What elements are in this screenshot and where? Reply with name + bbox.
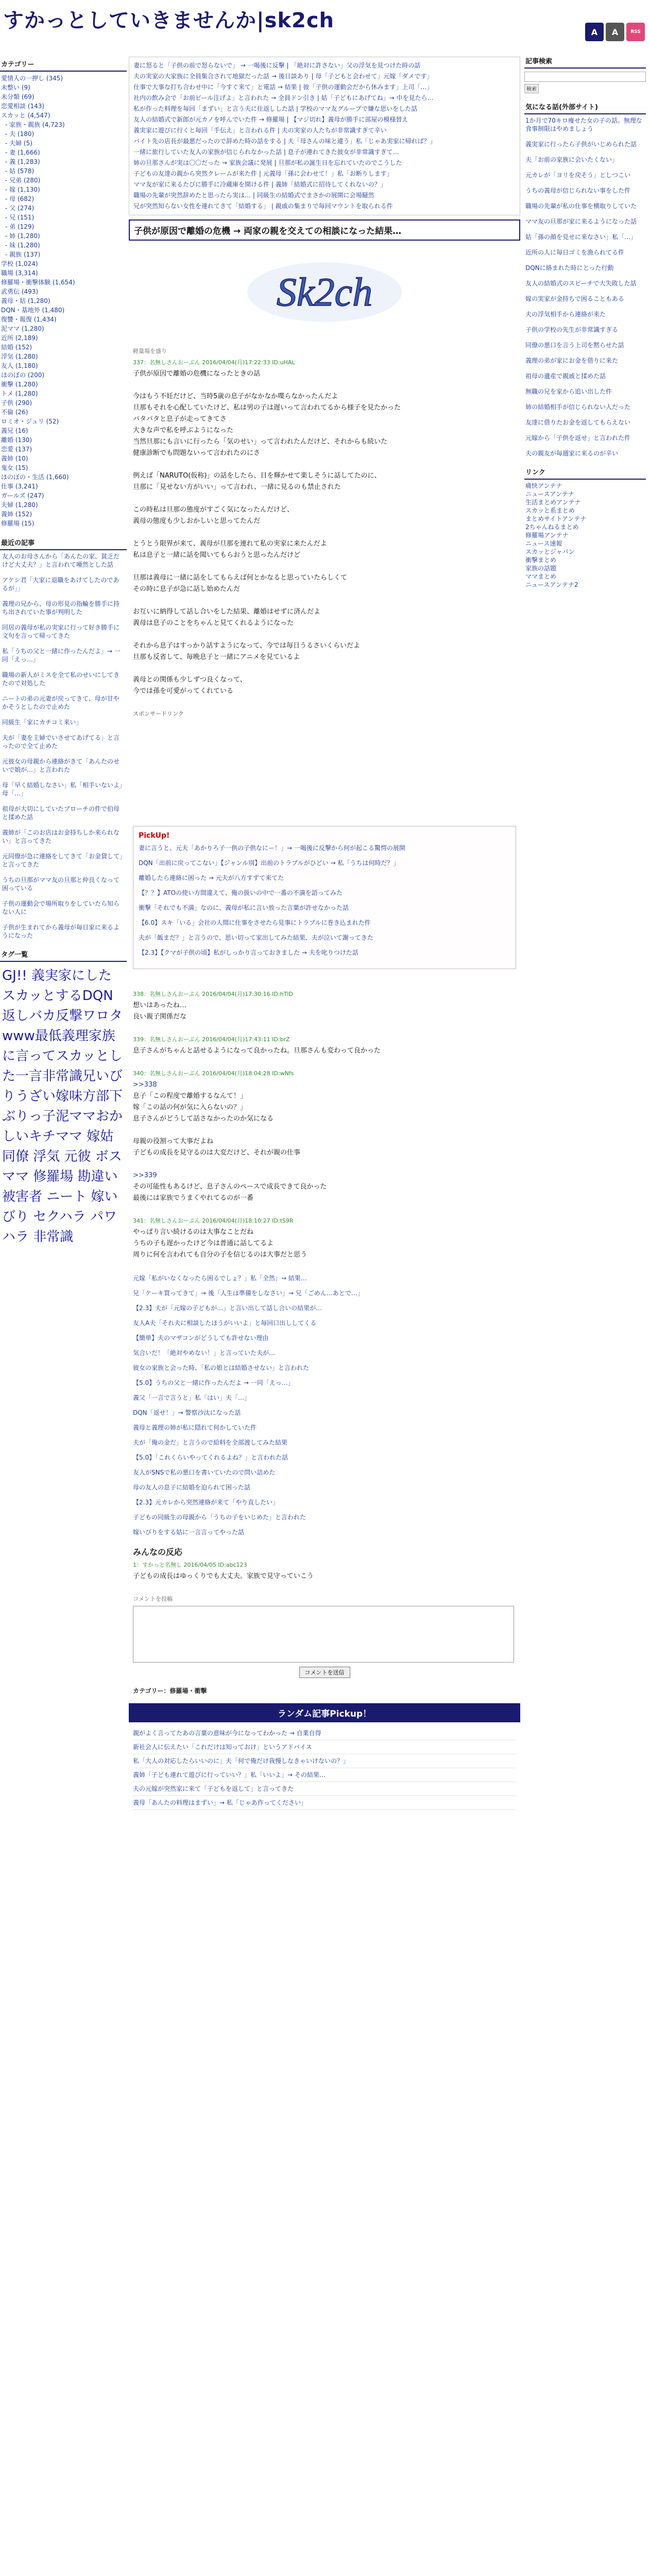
reply-line: >>338 (133, 1081, 157, 1089)
popular-heading: 気になる話(外部サイト) (524, 99, 646, 114)
header-icons (585, 23, 645, 41)
popular-link[interactable]: 子供の学校の先生が非常識すぎる (525, 326, 619, 333)
category-item[interactable]: 義姉 (10) (1, 455, 28, 462)
popular-link[interactable]: 友人の結婚式のスピーチで大失敗した話 (525, 280, 637, 287)
reply-post (133, 1216, 516, 1261)
reply-line: うちの子も遅かったけど今は普通に話してるよ (133, 1240, 274, 1247)
post-line (133, 380, 516, 391)
related-link[interactable]: 友人がSNSで私の悪口を書いていたので問い詰めた (133, 1469, 276, 1476)
category-item[interactable]: 未整い (9) (1, 84, 30, 91)
category-item[interactable]: 義母・姑 (1,280) (1, 297, 50, 304)
site-title[interactable]: すかっとしていきませんか|sk2ch (3, 9, 335, 32)
category-item[interactable]: - 兄弟 (280) (5, 177, 41, 184)
random-link[interactable]: 夫の元嫁が突然家に来て「子どもを返して」と言ってきた (133, 1782, 516, 1796)
recent-article-link[interactable]: 同級生「家にカチコミ来い」 (2, 719, 82, 726)
category-line[interactable]: カテゴリー：修羅場・衝撃 (133, 1687, 207, 1694)
blogroll-link[interactable]: ニュースアンテナ (525, 490, 574, 498)
reply-header: 340：名無しさんおーぷん 2016/04/04(月)18:04:28 ID:wNfs (133, 1070, 294, 1077)
top-link[interactable]: 社内の飲み会で「お前ビール注げよ」と言われた → 全員ドン引き | 姑「子どもにあげてね」→ 中を見たら… (133, 94, 434, 101)
recent-articles (0, 535, 127, 940)
category-item[interactable]: - 弟 (129) (5, 223, 35, 230)
recent-article-link[interactable]: 子供が生まれてから義母が毎日家に来るようになった (2, 924, 120, 939)
blogroll-link[interactable]: 生活まとめアンテナ (525, 499, 581, 506)
category-item[interactable]: - 義 (1,283) (5, 158, 40, 165)
comment-textarea[interactable] (133, 1606, 514, 1663)
category-item[interactable]: - 兄 (151) (5, 214, 35, 221)
pickup-link[interactable]: 衝撃「それでも不満」なのに、義母が私に言い放った言葉が許せなかった話 (139, 904, 349, 911)
links-heading: リンク (524, 465, 646, 480)
submit-comment-button[interactable]: コメントを送信 (299, 1667, 350, 1678)
reply-post (133, 1035, 516, 1057)
recent-article-link[interactable]: 友人のお母さんから「あんたの家、貧乏だけど大丈夫？」と言われて唖然とした話 (2, 553, 120, 568)
reply-post (133, 1069, 516, 1204)
recent-article-link[interactable]: 祖母が大切にしていたブローチの件で伯母と揉めた話 (2, 805, 120, 821)
random-link[interactable]: 義母「あんたの料理はまずい」→ 私「じゃあ作ってください」 (133, 1796, 516, 1810)
top-link[interactable]: 義実家に遊びに行くと毎回「手伝え」と言われる件 | 夫の実家の人たちが非常識すぎて辛い (133, 127, 387, 134)
sk2ch-logo-icon (242, 256, 407, 328)
popular-link[interactable]: 元カレが「ヨリを戻そう」としつこい (525, 172, 631, 179)
reply-line: 子どもの成長を見守るのは大変だけど、それが親の仕事 (133, 1149, 301, 1157)
popular-link[interactable]: 1か月で70キロ痩せた女の子の話。無理な食事制限はやめましょう (525, 117, 642, 132)
popular-link[interactable]: 夫の親友が毎週家に来るのが辛い (525, 450, 619, 457)
related-link[interactable]: 義母と義理の姉が私に隠れて何かしていた件 (133, 1424, 257, 1431)
main-content (129, 57, 520, 1814)
post-line: とうとう限界が来て、義母が旦那を連れて私の実家に来たんだよ (133, 540, 327, 548)
reply-line: >>339 (133, 1172, 157, 1179)
category-item[interactable]: - 父 (274) (5, 205, 35, 212)
links-list (524, 482, 646, 589)
pickup-box (133, 826, 516, 969)
font-size-large-icon[interactable]: A (585, 23, 604, 41)
popular-link[interactable]: 近所の人に毎日ゴミを漁られてる件 (525, 249, 625, 256)
post-header: 337：名無しさんおーぷん 2016/04/04(月)17:22:33 ID:uHAL (133, 359, 295, 366)
reply-line: 母親の役割って大事だよね (133, 1138, 214, 1145)
popular-link[interactable]: 元嫁から「子供を返せ」と言われた件 (525, 434, 631, 442)
post-line: 例えば「NARUTO(仮称)」の話をしたら、目を輝かせて楽しそうに話してたのに、 (133, 472, 381, 480)
right-sidebar (524, 54, 646, 589)
article-title[interactable]: 子供が原因で離婚の危機 → 両家の親を交えての相談になった結果… (129, 219, 520, 241)
category-item[interactable]: 職場 (3,314) (1, 269, 38, 277)
category-item[interactable]: 不倫 (26) (1, 409, 28, 416)
reply-header: 339：名無しさんおーぷん 2016/04/04(月)17:43:11 ID:brZ (133, 1036, 290, 1043)
post-line: 義母の態度も少しおかしいと思ってたんだ (133, 517, 261, 525)
reply-line: やっぱり言い続けるのは大事なことだね (133, 1228, 254, 1236)
recent-article-link[interactable]: ニートの弟の元妻が戻ってきて、母が甘やかそうとしたので止めた (2, 695, 119, 710)
popular-list (524, 116, 646, 457)
reply-line (133, 1159, 516, 1170)
random-link[interactable]: 義姉「子ども連れて遊びに行っていい？」私「いいよ」→ その結果… (133, 1768, 516, 1782)
reply-line: 嫁「この話の何が気に入らないの？」 (133, 1104, 247, 1111)
category-item[interactable]: 鬼女 (15) (1, 464, 28, 471)
recent-article-link[interactable]: 元彼女の母親から連絡がきて「あんたのせいで娘が…」と言われた (2, 758, 120, 773)
post-line (133, 493, 516, 504)
post-line (133, 663, 516, 674)
post-line: 大きな声で私を呼ぶようになった (133, 427, 234, 434)
category-item[interactable]: - 夫婦 (5) (5, 140, 32, 147)
related-link[interactable]: DQN「返せ！」→ 警察沙汰になった話 (133, 1409, 241, 1416)
random-list (133, 1726, 516, 1810)
top-links-box (129, 57, 520, 215)
category-item[interactable]: 離婚 (130) (1, 436, 32, 444)
recent-article-link[interactable]: 義姉が「このお店はお金持ちしか来られない」と言ってきた (2, 829, 120, 844)
related-link[interactable]: 子どもの同級生の母親から「うちの子をいじめた」と言われた (133, 1514, 306, 1521)
blogroll-link[interactable]: 修羅場アンテナ (525, 532, 569, 539)
search-heading: 記事検索 (524, 54, 646, 69)
recent-article-link[interactable]: 母「早く結婚しなさい」私「相手いないよ」母「…」 (2, 782, 123, 797)
popular-link[interactable]: 同僚の悪口を言う上司を黙らせた話 (525, 342, 624, 349)
recent-article-link[interactable]: 同居の義母が私の実家に行って好き勝手に文句を言って帰ってきた (2, 624, 120, 639)
popular-link[interactable]: 義理の弟が家にお金を借りに来た (525, 357, 619, 364)
top-link[interactable]: 職場の先輩が突然辞めたと思ったら実は… | 同級生の結婚式でまさかの展開に会場騒然 (133, 192, 374, 199)
category-item[interactable]: 愛情人の一押し (345) (1, 75, 63, 82)
category-item[interactable]: トメ (1,280) (1, 390, 38, 397)
popular-link[interactable]: 無職の兄を家から追い出した件 (525, 388, 612, 395)
popular-link[interactable]: 嫁の実家が金持ちで困ることもある (525, 295, 624, 302)
post-line (133, 561, 516, 572)
pickup-link[interactable]: 【？？】ATOの使い方間違えて、俺の扱いの中で一番の不満を語ってみた (139, 889, 343, 896)
post-line: 旦那もそれを心配していたけど、私は男の子は遅いって言われてるから様子を見たかった (133, 404, 401, 412)
recent-heading: 最近の記事 (0, 535, 127, 550)
reaction-body: 子どもの成長はゆっくりでも大丈夫。家族で見守っていこう (133, 1572, 314, 1580)
related-link[interactable]: 友人A夫「それ夫に相談したほうがいいよ」と毎回口出ししてくる (133, 1319, 317, 1327)
related-link[interactable]: 気合いだ！「絶対やめない！」と言っていた夫が… (133, 1349, 276, 1357)
reaction-head: 1：すかっと名無し 2016/04/05 ID:abc123 (133, 1562, 247, 1568)
reply-post (133, 990, 516, 1023)
post-line (133, 459, 516, 470)
random-link[interactable]: 新社会人に伝えたい「これだけは知っておけ」というアドバイス (133, 1740, 516, 1754)
post-line: 義母との関係も少しずつ良くなって、 (133, 676, 247, 684)
reply-header: 338：名無しさんおーぷん 2016/04/04(月)17:30:16 ID:hTlD (133, 991, 293, 997)
main-post (133, 358, 516, 697)
post-line: この時私は旦那の態度がすごく気になったんだけど、 (133, 506, 294, 514)
category-item[interactable]: 浮気 (1,280) (1, 353, 38, 360)
top-link[interactable]: 子どもの友達の親から突然クレームが来た件 | 元義母「孫に会わせて！」私「お断りします」 (133, 170, 393, 177)
blogroll-link[interactable]: ニュース速報 (525, 540, 562, 547)
popular-link[interactable]: うちの義母が信じられない事をした件 (525, 187, 631, 194)
category-heading: カテゴリー (0, 57, 127, 72)
blogroll-link[interactable]: 家族の話題 (525, 565, 557, 572)
related-link[interactable]: 彼女の家族と会った時、「私の娘とは結婚させない」と言われた (133, 1364, 310, 1371)
pickup-link[interactable]: 妻に言うと、元夫「あかりろ子一供の子供なにー！」→ 一喝後に反撃から何が起こる驚愕の展開 (139, 844, 405, 852)
left-sidebar (0, 57, 127, 1248)
post-body (133, 368, 516, 697)
popular-link[interactable]: 夫「お前の家族に会いたくない」 (525, 156, 619, 163)
recent-article-link[interactable]: 義理の兄から、母の形見の指輪を勝手に持ち出されていた事が判明した (2, 600, 120, 616)
category-item[interactable]: 恋愛 (137) (1, 446, 32, 453)
category-item[interactable]: DQN・基地外 (1,480) (1, 307, 65, 314)
related-links (133, 1273, 516, 1537)
post-line (133, 629, 516, 640)
logo-text: Sk2ch (276, 269, 373, 314)
top-link[interactable]: 姉の旦那さんが実は〇〇だった → 家族会議に発展 | 旦那が私の誕生日を忘れていたのでこうした (133, 159, 402, 166)
font-size-small-icon[interactable]: A (606, 23, 624, 41)
popular-link[interactable]: ママ友の旦那が家に来るようになった話 (525, 218, 637, 225)
recent-article-link[interactable]: うちの旦那がママ友の旦那と仲良くなって困っている (2, 876, 120, 892)
category-item[interactable]: 近所 (2,189) (1, 334, 38, 342)
popular-link[interactable]: DQNに絡まれた時にとった行動 (525, 264, 614, 272)
form-note: コメントを投稿 (133, 1596, 173, 1602)
random-link[interactable]: 私「大人の対応したらいいのに」夫「何で俺だけ我慢しなきゃいけないの？」 (133, 1754, 516, 1768)
related-link[interactable]: 【2.3】夫が「元嫁の子どもが…」と言い出して話し合いの結果が… (133, 1304, 322, 1312)
category-item[interactable]: - 妹 (1,280) (5, 242, 40, 249)
post-line: その時に息子が急に話し始めたんだ (133, 585, 241, 593)
post-line: 旦那に「見せない方がいい」って言われ、一緒に見るのも禁止された (133, 483, 341, 491)
category-item[interactable]: 修羅場・衝撃体験 (1,654) (1, 279, 75, 286)
category-item[interactable]: - 親族 (137) (5, 251, 41, 258)
top-link[interactable]: 兄が突然知らない女性を連れてきて「結婚する」 | 親戚の集まりで毎回マウントを取られる件 (133, 202, 393, 210)
rss-icon[interactable]: RSS (626, 23, 645, 41)
recent-article-link[interactable]: 職場の新人がミスを全て私のせいにしてきたので対処した (2, 671, 120, 687)
post-line: 私は息子と一緒に話を聞いてもらおうと思ったんだけど (133, 551, 301, 559)
blogroll-link[interactable]: 2ちゃんねるまとめ (525, 523, 579, 531)
post-line: 今はもう不妊だけど、当時5歳の息子がなかなか喋らなかったんだよ (133, 393, 338, 400)
top-link[interactable]: ママ友が家に来るたびに勝手に冷蔵庫を開ける件 | 義姉「結婚式に招待してくれないの？」 (133, 181, 387, 188)
pickup-link[interactable]: 離婚したら連絡に困った → 元夫が八方すずて来てた (139, 874, 284, 882)
category-item[interactable]: ガールズ (247) (1, 492, 44, 499)
category-item[interactable]: ほのぼの (200) (1, 371, 45, 379)
popular-link[interactable]: 友達に借りたお金を返してもらえない (525, 419, 631, 426)
pickup-link[interactable]: DQN「出前に戻ってこない」【ジャンル別】出前のトラブルがひどい → 私「うちは何時だ？」 (139, 859, 400, 867)
category-item[interactable]: 友人 (1,180) (1, 362, 38, 369)
blogroll-link[interactable]: ママまとめ (525, 573, 557, 580)
category-item[interactable]: 恋愛相談 (143) (1, 103, 45, 110)
blogroll-link[interactable]: ニュースアンテナ2 (525, 581, 578, 588)
reply-line: その可能性もあるけど、息子さんのペースで成長できて良かった (133, 1183, 327, 1191)
recent-article-link[interactable]: 私「うちの父と一緒に作ったんだよ」→ 一同「えっ…」 (2, 648, 121, 663)
reply-line: 想いはあったね… (133, 1002, 186, 1009)
recent-article-link[interactable]: アケシ君「大家に退職をあけてしたのであるが」」 (2, 577, 119, 592)
top-link[interactable]: 夫の実家の大家族に全員集合されて地獄だった話 → 後日談あり | 母「子どもと会わせて」元嫁「ダメです」 (133, 73, 433, 80)
reply-line: 息子さんがちゃんと話せるようになって良かったね。旦那さんも変わって良かった (133, 1047, 381, 1055)
pickup-link[interactable]: 夫が「飯まだ？」と言うので、思い切って家出してみた結果、夫が泣いて謝ってきた (139, 934, 373, 941)
category-item[interactable]: - 姑 (578) (5, 167, 35, 175)
category-item[interactable]: ロミオ・ジュリ (52) (1, 418, 59, 425)
tag-cloud-text[interactable]: GJ!! 義実家にしたスカッとするDQN返しバカ反撃ワロタwww最低義理家族に言ってスカッとした一言非常識兄いびりうざい嫁味方部下 ぶりっ子泥ママおかしいキチママ 嫁姑 同僚 浮気 元彼 ボスママ 修羅場 勘違い 被害者 ニート 嫁いびり セクハラ パワハラ 非常識 (2, 968, 123, 1245)
search-input[interactable] (524, 72, 646, 82)
popular-link[interactable]: 姑「孫の顔を見せに来なさい」私「…」 (525, 233, 637, 241)
post-line (133, 595, 516, 606)
top-link[interactable]: 友人の結婚式で新郎が元カノを呼んでいた件 → 修羅場 | 【マジ切れ】義母が勝手に部屋の模様替え (133, 116, 408, 123)
post-line: 子供が原因で離婚の危機になったときの話 (133, 370, 261, 378)
category-item[interactable]: 仕事 (3,241) (1, 483, 38, 490)
popular-link[interactable]: 職場の先輩が私の仕事を横取りしていた (525, 202, 637, 210)
section-label: 軽量場を盛り (133, 348, 167, 354)
related-link[interactable]: 兄「ケーキ買ってきて」→ 後「人生は準備をしなさい」→ 兄「ごめん…あとで…」 (133, 1290, 364, 1297)
post-line (133, 527, 516, 538)
pickup-link[interactable]: 【2.3】【クマが子供の頃】私がしっかり言っておきました → 夫を叱りつけた話 (139, 949, 358, 956)
category-item[interactable]: - 夫 (180) (5, 130, 35, 138)
blogroll-link[interactable]: スカッとジャパン (525, 548, 575, 555)
tag-heading: タグ一覧 (0, 947, 127, 962)
post-line: 義母は息子のことをちゃんと見てくれるようになった (133, 619, 294, 627)
blogroll-link[interactable]: 痛快アンテナ (525, 482, 562, 489)
search-button[interactable]: 検索 (524, 84, 539, 93)
logo-area (129, 241, 520, 344)
reply-line: 周りに何を言われても自分の子を信じるのは大事だと思う (133, 1251, 308, 1259)
top-link[interactable]: 仕事で大事な打ち合わせ中に「今すぐ来て」と電話 → 結果 | 彼「子供の運動会だから休みます」上司「…」 (133, 83, 433, 91)
post-line: 旦那は義母に一緒に話をしてもらえば何とかなると思っていたらしくて (133, 574, 348, 582)
category-item[interactable]: 結婚 (152) (1, 344, 32, 351)
category-item[interactable]: 復讐・報復 (1,434) (1, 316, 57, 323)
tag-cloud[interactable] (0, 967, 127, 1248)
related-link[interactable]: 夫が「俺の金だ」と言うので給料を全部渡してみた結果 (133, 1439, 288, 1446)
reactions-heading: みんなの反応 (133, 1547, 183, 1557)
category-item[interactable]: 泥ママ (1,280) (1, 325, 44, 332)
reply-header: 341：名無しさんおーぷん 2016/04/04(月)18:10:27 ID:tS9R (133, 1217, 294, 1224)
top-link[interactable]: 一緒に旅行していた友人の家族が信じられなかった話 | 息子が連れてきた彼女が非常識すぎて… (133, 148, 399, 156)
blogroll-link[interactable]: スカッと系まとめ (525, 507, 575, 514)
related-link[interactable]: 元嫁「私がいなくなったら困るでしょ？」私「全然」→ 結果… (133, 1275, 307, 1282)
top-link[interactable]: 私が作った料理を毎回「まずい」と言う夫に仕返しした話 | 学校のママ友グループで嫌な思いをした話 (133, 105, 418, 112)
related-link[interactable]: 嫁いびりをする姑に一言言ってやった話 (133, 1529, 245, 1536)
category-item[interactable]: スカッと (4,547) (1, 112, 50, 119)
related-link[interactable]: 【5.0】「これくらいやってくれるよね？」と言われた話 (133, 1454, 288, 1461)
category-item[interactable]: - 母 (682) (5, 195, 35, 202)
post-line: 当然旦那にも言いに行ったら「気のせい」って言われたんだけど、それからも続いた (133, 438, 388, 446)
post-line: 健康診断でも問題ないって言われたのにさ (133, 449, 261, 457)
related-link[interactable]: 義父「一言で言うと」私「はい」夫「…」 (133, 1394, 251, 1401)
category-item[interactable]: 武勇伝 (493) (1, 288, 39, 295)
pickup-heading: PickUp! (139, 832, 170, 840)
post-line: 旦那も反省して、毎晩息子と一緒にアニメを見ているよ (133, 653, 300, 661)
blogroll-link[interactable]: まとめサイトアンテナ (525, 515, 587, 522)
category-item[interactable]: 修羅場 (15) (1, 520, 35, 527)
category-item[interactable]: 夫婦 (1,280) (1, 501, 38, 509)
popular-link[interactable]: 祖母の遺産で親戚と揉めた話 (525, 372, 606, 380)
category-list (0, 74, 127, 528)
category-item[interactable]: 未分類 (69) (1, 93, 35, 100)
sponsored-label: スポンサードリンク (133, 710, 184, 717)
pickup-link[interactable]: 【6.0】スキ「いる」会社の人間に仕事をさせたら見事にトラブルに巻き込まれた件 (139, 919, 371, 926)
category-item[interactable]: - 嫁 (1,130) (5, 186, 40, 193)
post-line: 今では孫を可愛がってくれている (133, 687, 234, 695)
popular-link[interactable]: 夫の浮気相手から連絡が来た (525, 311, 606, 318)
random-link[interactable]: 親がよく言ってたあの言葉の意味が今になってわかった → 自業自得 (133, 1726, 516, 1740)
category-item[interactable]: - 姉 (1,280) (5, 232, 40, 240)
post-line: パタパタと息子が走ってきてさ (133, 415, 227, 423)
recent-article-link[interactable]: 夫が「妻を主婦でいさせてあげてる」と言ったので全て止めた (2, 734, 120, 750)
category-item[interactable]: 衝撃 (1,280) (1, 381, 38, 388)
popular-link[interactable]: 姉の結婚相手が信じられない人だった (525, 403, 631, 411)
reply-line: 息子さんがどうして話さなかったのか気になる (133, 1115, 274, 1123)
reply-line (133, 1125, 516, 1136)
site-header (0, 0, 649, 36)
related-link[interactable]: 母の友人の息子に結婚を迫られて困った話 (133, 1484, 251, 1491)
popular-link[interactable]: 義実家に行ったら子供がいじめられた話 (525, 141, 637, 148)
related-link[interactable]: 【5.0】うちの父と一緒に作ったんだよ → 一同「えっ…」 (133, 1379, 294, 1386)
category-item[interactable]: 学校 (1,024) (1, 260, 38, 267)
category-item[interactable]: 子供 (290) (1, 399, 32, 406)
reply-line: 良い親子関係だな (133, 1013, 187, 1021)
blogroll-link[interactable]: 衝撃まとめ (525, 556, 557, 564)
related-link[interactable]: 【簡単】夫のマザコンがどうしても許せない理由 (133, 1334, 269, 1342)
category-item[interactable]: - 妻 (1,666) (5, 149, 40, 156)
random-heading: ランダム記事Pickup！ (129, 1703, 520, 1722)
reply-line: 息子「この程度で離婚するなんて！」 (133, 1092, 247, 1100)
category-item[interactable]: ほのぼの・生活 (1,660) (1, 473, 69, 481)
related-link[interactable]: 【2.3】元カレから突然連絡が来て「やり直したい」 (133, 1499, 279, 1506)
top-link[interactable]: バイト先の店長が最悪だったので辞めた時の話をする | 夫「母さんの味と違う」私「じゃあ実家に帰れば？」 (133, 138, 436, 145)
recent-article-link[interactable]: 元同僚が急に連絡をしてきて「お金貸して」と言ってきた (2, 853, 123, 868)
reply-line: 最後には家族でうまくやれてるのが一番 (133, 1194, 254, 1202)
recent-article-link[interactable]: 子供の運動会で場所取りをしていたら知らない人に (2, 900, 120, 916)
top-link[interactable]: 妻に怒ると「子供の前で怒らないで」 → 一喝後に反撃 | 「絶対に許さない」父の浮気を見つけた時の話 (133, 62, 421, 69)
category-item[interactable]: 義兄 (16) (1, 427, 28, 434)
post-line: お互いに納得して話し合いをした結果、離婚はせずに済んだよ (133, 608, 321, 616)
post-line: それから息子はすっかり話すようになって、今では毎日うるさいくらいだよ (133, 642, 360, 650)
category-item[interactable]: - 家族・親族 (4,723) (5, 121, 65, 128)
category-item[interactable]: 義姉 (152) (1, 511, 32, 518)
reaction-comment (133, 1561, 516, 1582)
